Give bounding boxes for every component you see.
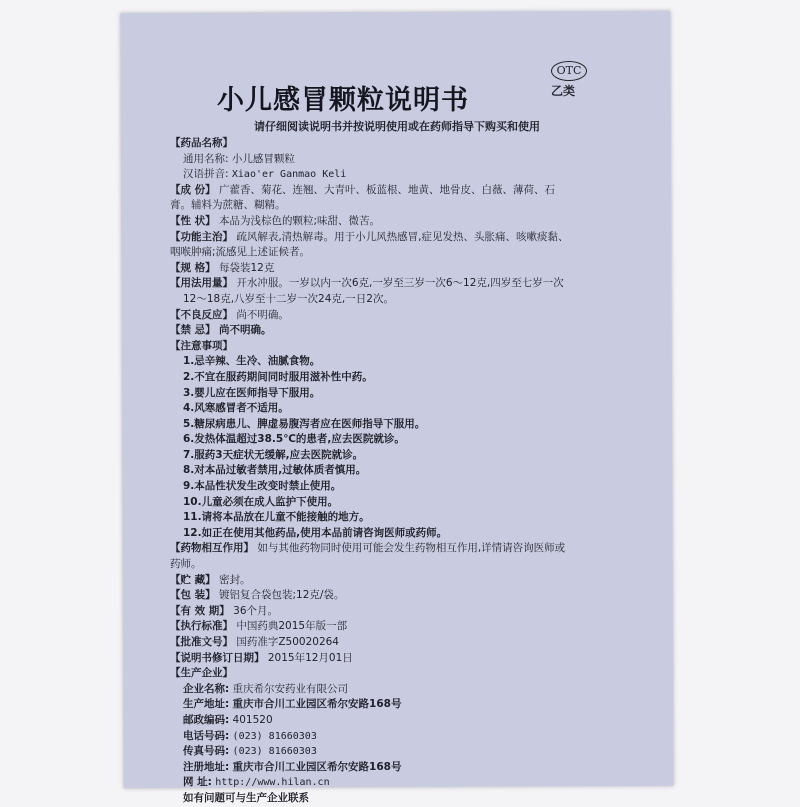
dosage-value-2: 12～18克,八岁至十二岁一次24克,一日2次。 [183, 292, 394, 305]
contraindications-value: 尚不明确。 [219, 324, 272, 337]
production-address-label: 生产地址: [183, 698, 230, 711]
ingredients-row [170, 183, 645, 199]
revision-value: 2015年12月01日 [267, 651, 353, 664]
manufacturer-label: 【生产企业】 [170, 667, 233, 680]
indications-row-2 [170, 245, 645, 261]
company-name-row [170, 682, 645, 698]
usage-notice: 请仔细阅读说明书并按说明使用或在药师指导下购买和使用 [254, 120, 540, 133]
ingredients-value: 广藿香、菊花、连翘、大青叶、板蓝根、地黄、地骨皮、白薇、薄荷、石 [219, 183, 555, 196]
pinyin-row [170, 167, 645, 183]
precautions-section [170, 339, 645, 355]
validity-row [170, 604, 645, 620]
production-address-row [170, 697, 645, 713]
appearance-label: 【性 状】 [170, 214, 216, 227]
contraindications-row [170, 323, 645, 339]
generic-name-value: 小儿感冒颗粒 [231, 152, 295, 165]
storage-value: 密封。 [219, 573, 251, 586]
storage-label: 【贮 藏】 [170, 573, 216, 586]
contraindications-label: 【禁 忌】 [170, 324, 216, 337]
phone-label: 电话号码: [183, 729, 230, 742]
precautions-label: 【注意事项】 [170, 339, 233, 352]
registered-address-label: 注册地址: [183, 760, 230, 773]
dosage-value: 开水冲服。一岁以内一次6克,一岁至三岁一次6～12克,四岁至七岁一次 [236, 277, 564, 290]
package-value: 镀铝复合袋包装;12克/袋。 [219, 589, 345, 602]
postal-code-value: 401520 [232, 713, 273, 726]
fax-label: 传真号码: [183, 745, 230, 758]
package-label: 【包 装】 [170, 589, 216, 602]
precaution-item: 8.对本品过敏者禁用,过敏体质者慎用。 [183, 464, 367, 477]
interactions-value: 如与其他药物同时使用可能会发生药物相互作用,详情请咨询医师或 [257, 542, 566, 555]
appearance-row [170, 214, 645, 230]
standard-label: 【执行标准】 [170, 620, 233, 633]
company-name-label: 企业名称: [183, 682, 230, 695]
fax-value: (023) 81660303 [232, 746, 317, 758]
postal-code-row [170, 713, 645, 729]
fax-row [170, 744, 645, 760]
leaflet-body [170, 136, 645, 807]
appearance-value: 本品为浅棕色的颗粒;味甜、微苦。 [219, 214, 381, 227]
precaution-item: 4.风寒感冒者不适用。 [183, 402, 289, 415]
validity-label: 【有 效 期】 [170, 604, 230, 617]
precaution-item: 1.忌辛辣、生冷、油腻食物。 [183, 355, 321, 368]
generic-name-row [170, 152, 645, 168]
phone-row [170, 729, 645, 745]
package-row [170, 588, 645, 604]
phone-value: (023) 81660303 [232, 730, 317, 742]
precaution-item: 6.发热体温超过38.5℃的患者,应去医院就诊。 [183, 433, 405, 446]
storage-row [170, 573, 645, 589]
approval-value: 国药准字Z50020264 [236, 636, 339, 648]
revision-label: 【说明书修订日期】 [170, 651, 265, 664]
adverse-value: 尚不明确。 [236, 308, 289, 321]
adverse-row [170, 308, 645, 324]
generic-name-label: 通用名称: [183, 152, 229, 165]
precaution-item: 9.本品性状发生改变时禁止使用。 [183, 480, 342, 493]
ingredients-label: 【成 份】 [170, 183, 216, 196]
interactions-row-2 [170, 557, 645, 573]
precaution-item: 7.服药3天症状无缓解,应去医院就诊。 [183, 448, 364, 461]
ingredients-value-2: 膏。辅料为蔗糖、糊精。 [170, 199, 286, 212]
manufacturer-section [170, 666, 645, 682]
dosage-row-2 [170, 292, 645, 308]
precaution-item: 12.如正在使用其他药品,使用本品前请咨询医师或药师。 [183, 526, 448, 539]
precaution-item: 3.婴儿应在医师指导下服用。 [183, 386, 321, 399]
indications-label: 【功能主治】 [170, 230, 233, 243]
validity-value: 36个月。 [233, 604, 279, 617]
specification-value: 每袋装12克 [219, 261, 275, 274]
adverse-label: 【不良反应】 [170, 308, 233, 321]
pinyin-label: 汉语拼音: [183, 168, 229, 181]
revision-row [170, 651, 645, 667]
approval-label: 【批准文号】 [170, 636, 233, 648]
precaution-item: 2.不宜在服药期间同时服用滋补性中药。 [183, 370, 373, 383]
drug-name-label: 【药品名称】 [170, 137, 233, 149]
approval-row [170, 635, 645, 651]
production-address-value: 重庆市合川工业园区希尔安路168号 [232, 698, 402, 711]
dosage-label: 【用法用量】 [170, 277, 233, 290]
website-label: 网 址: [183, 776, 212, 789]
indications-row [170, 230, 645, 246]
precaution-item: 5.糖尿病患儿、脾虚易腹泻者应在医师指导下服用。 [183, 417, 426, 430]
contact-footer: 如有问题可与生产企业联系 [183, 791, 309, 804]
indications-value-2: 咽喉肿痛;流感见上述证候者。 [170, 246, 311, 259]
otc-badge: OTC [551, 61, 587, 81]
interactions-row [170, 541, 645, 557]
website-value: http://www.hilan.cn [215, 777, 330, 789]
interactions-value-2: 药师。 [170, 558, 202, 571]
registered-address-value: 重庆市合川工业园区希尔安路168号 [232, 760, 402, 773]
document-title: 小儿感冒颗粒说明书 [217, 85, 469, 116]
interactions-label: 【药物相互作用】 [170, 542, 254, 555]
precaution-item: 11.请将本品放在儿童不能接触的地方。 [183, 511, 370, 524]
indications-value: 疏风解表,清热解毒。用于小儿风热感冒,症见发热、头胀痛、咳嗽痰黏、 [236, 230, 569, 243]
ingredients-row-2 [170, 198, 645, 214]
dosage-row [170, 276, 645, 292]
standard-row [170, 619, 645, 635]
standard-value: 中国药典2015年版一部 [236, 620, 348, 633]
specification-row [170, 261, 645, 277]
pinyin-value: Xiao'er Ganmao Keli [231, 169, 347, 181]
precaution-item: 10.儿童必须在成人监护下使用。 [183, 495, 339, 508]
registered-address-row [170, 760, 645, 776]
specification-label: 【规 格】 [170, 261, 216, 274]
otc-class-label: 乙类 [551, 84, 576, 98]
website-row [170, 775, 645, 791]
company-name-value: 重庆希尔安药业有限公司 [232, 682, 349, 695]
drug-name-section [170, 136, 645, 152]
postal-code-label: 邮政编码: [183, 713, 230, 726]
